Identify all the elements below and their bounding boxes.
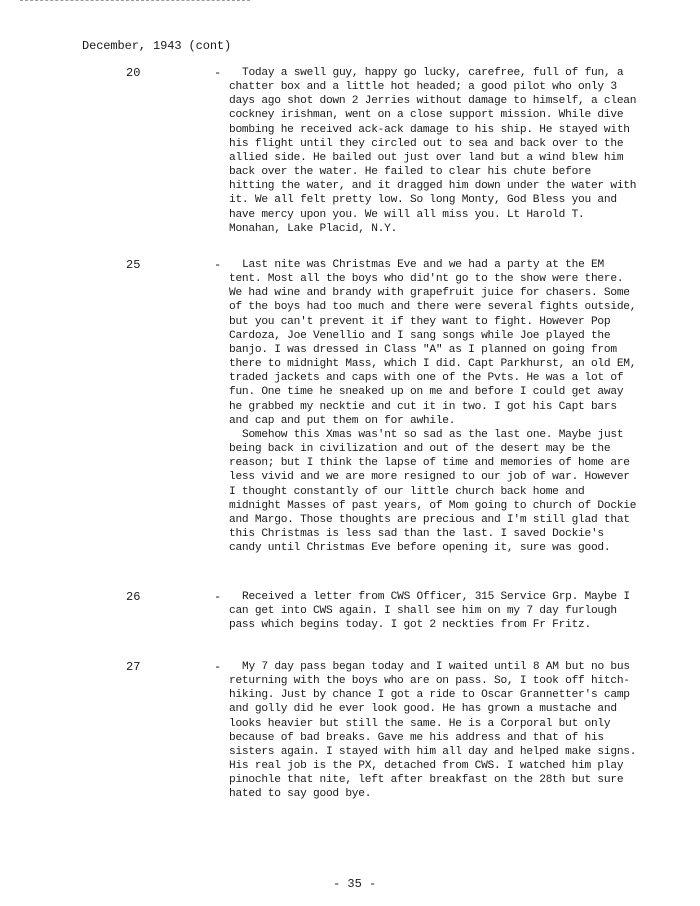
page-number: - 35 - xyxy=(333,877,377,891)
entry-dash: - xyxy=(214,66,222,80)
page-header: December, 1943 (cont) xyxy=(82,39,232,53)
entry-day: 26 xyxy=(126,590,141,604)
entry-paragraph: My 7 day pass began today and I waited until 8 AM but no bus returning with the boys who are on pass. So, I took off hitch-hiking. Just by chance I got a ride to Oscar Grannetter's camp and golly did he ever look good. He has grown a mustache and looks heavier but still the same. He is a Corporal but only because of bad breaks. Gave me his address and that of his sisters again. I stayed with him all day and helped make signs. His real job is the PX, detached from CWS. I watched him play pinochle that nite, left after breakfast on the 28th but sure hated to say good bye. xyxy=(229,661,637,801)
entry-text xyxy=(229,258,641,555)
entry-text xyxy=(229,66,641,236)
entry-paragraph: Received a letter from CWS Officer, 315 Service Grp. Maybe I can get into CWS again. I shall see him on my 7 day furlough pass which begins today. I got 2 neckties from Fr Fritz. xyxy=(229,591,630,632)
entry-paragraph: Somehow this Xmas was'nt so sad as the last one. Maybe just being back in civilization and out of the desert may be the reason; but I think the lapse of time and memories of home are less vivid and we are more resigned to our job of war. However I thought constantly of our little church back home and midnight Masses of past years, of Mom going to church of Dockie and Margo. Those thoughts are precious and I'm still glad that this Christmas is less sad than the last. I saved Dockie's candy until Christmas Eve before opening it, sure was good. xyxy=(229,428,637,555)
entry-day: 20 xyxy=(126,66,141,80)
entry-text xyxy=(229,660,641,802)
entry-day: 25 xyxy=(126,258,141,272)
entry-day: 27 xyxy=(126,660,141,674)
entry-dash: - xyxy=(214,258,222,272)
entry-paragraph: Last nite was Christmas Eve and we had a party at the EM tent. Most all the boys who did'nt go to the show were there. We had wine and brandy with grapefruit juice for chasers. Some of the boys had too much and there were several fights outside, but you can't prevent it if they want to fight. However Pop Cardoza, Joe Venellio and I sang songs while Joe played the banjo. I was dressed in Class "A" as I planned on going from there to midnight Mass, which I did. Capt Parkhurst, an old EM, traded jackets and caps with one of the Pvts. He was a lot of fun. One time he sneaked up on me and before I could get away he grabbed my necktie and cut it in two. I got his Capt bars and cap and put them on for awhile. xyxy=(229,259,637,427)
top-edge-mark xyxy=(20,0,250,4)
entry-paragraph: Today a swell guy, happy go lucky, carefree, full of fun, a chatter box and a little hot headed; a good pilot who only 3 days ago shot down 2 Jerries without damage to himself, a clean cockney irishman, went on a close support mission. While dive bombing he received ack-ack damage to his ship. He stayed with his flight until they circled out to sea and back over to the allied side. He bailed out just over land but a wind blew him back over the water. He failed to clear his chute before hitting the water, and it dragged him down under the water with it. We all felt pretty low. So long Monty, God Bless you and have mercy upon you. We will all miss you. Lt Harold T. Monahan, Lake Placid, N.Y. xyxy=(229,67,637,235)
entry-dash: - xyxy=(214,660,222,674)
entry-dash: - xyxy=(214,590,222,604)
entry-text xyxy=(229,590,641,632)
